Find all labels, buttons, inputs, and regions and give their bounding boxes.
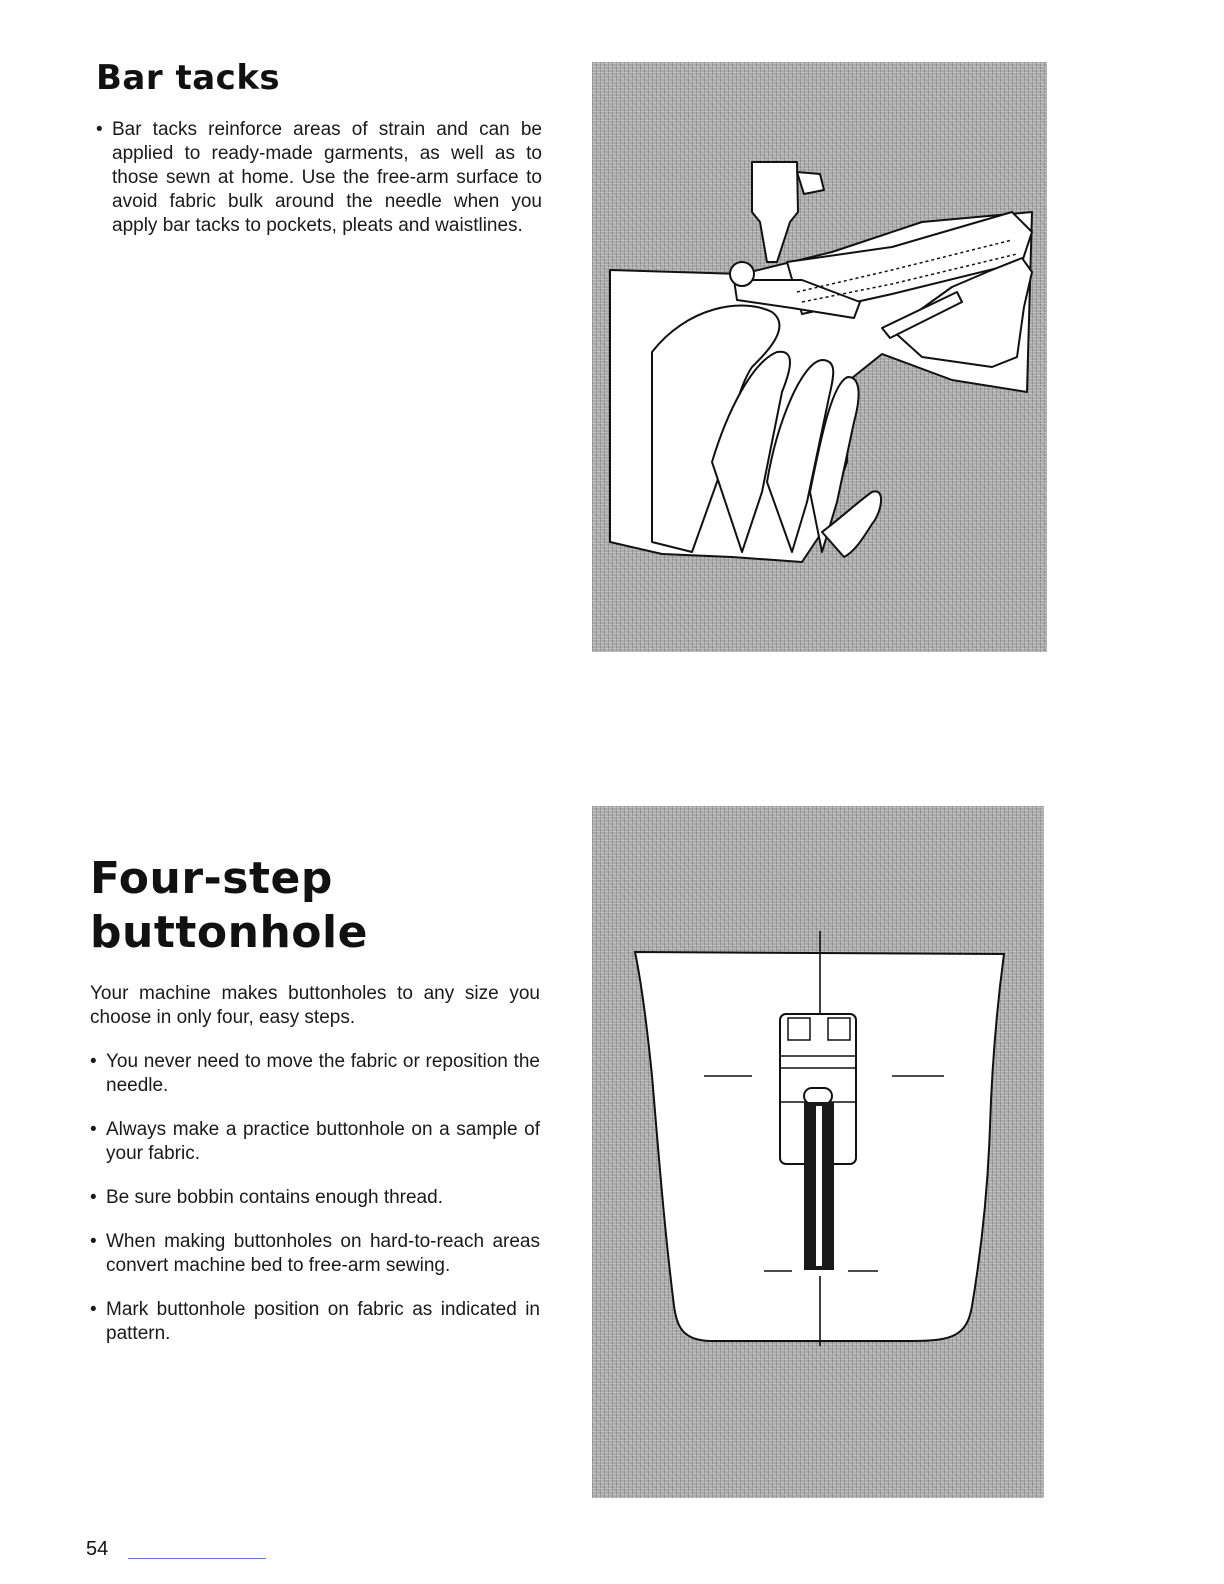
buttonhole-bullet-5: • Mark buttonhole position on fabric as indicated in pattern. — [90, 1298, 540, 1346]
thumb-screw-shape — [797, 172, 824, 194]
foot-tab-right — [828, 1018, 850, 1040]
foot-tab-left — [788, 1018, 810, 1040]
bottom-rule — [128, 1558, 266, 1559]
sewing-hands-drawing — [592, 62, 1047, 652]
bar-tacks-text — [96, 118, 542, 238]
buttonhole-slit — [816, 1106, 822, 1266]
buttonhole-bullet-4: • When making buttonholes on hard-to-reach areas convert machine bed to free-arm sewing. — [90, 1230, 540, 1278]
buttonhole-text — [90, 982, 540, 1346]
buttonhole-bullet-3: • Be sure bobbin contains enough thread. — [90, 1186, 540, 1210]
bar-tacks-bullet-1: • Bar tacks reinforce areas of strain and can be applied to ready-made garments, as well as to those sewn at home. Use the free-arm surface to avoid fabric bulk around the needle when you apply bar tacks to pockets, pleats and waistlines. — [96, 118, 542, 238]
buttonhole-heading-line2: buttonhole — [90, 907, 368, 958]
bar-tacks-heading: Bar tacks — [96, 58, 281, 98]
buttonhole-illustration — [592, 806, 1044, 1498]
buttonhole-heading — [90, 852, 368, 960]
foot-screw-shape — [730, 262, 754, 286]
needle-slot — [804, 1088, 832, 1104]
buttonhole-bullet-1: • You never need to move the fabric or reposition the needle. — [90, 1050, 540, 1098]
page-number: 54 — [86, 1538, 109, 1560]
buttonhole-intro: Your machine makes buttonholes to any size you choose in only four, easy steps. — [90, 983, 540, 1028]
needle-bar-shape — [752, 162, 798, 262]
bar-tacks-illustration — [592, 62, 1047, 652]
buttonhole-heading-line1: Four-step — [90, 853, 333, 904]
buttonhole-bullet-2: • Always make a practice buttonhole on a sample of your fabric. — [90, 1118, 540, 1166]
buttonhole-foot-drawing — [592, 806, 1044, 1498]
